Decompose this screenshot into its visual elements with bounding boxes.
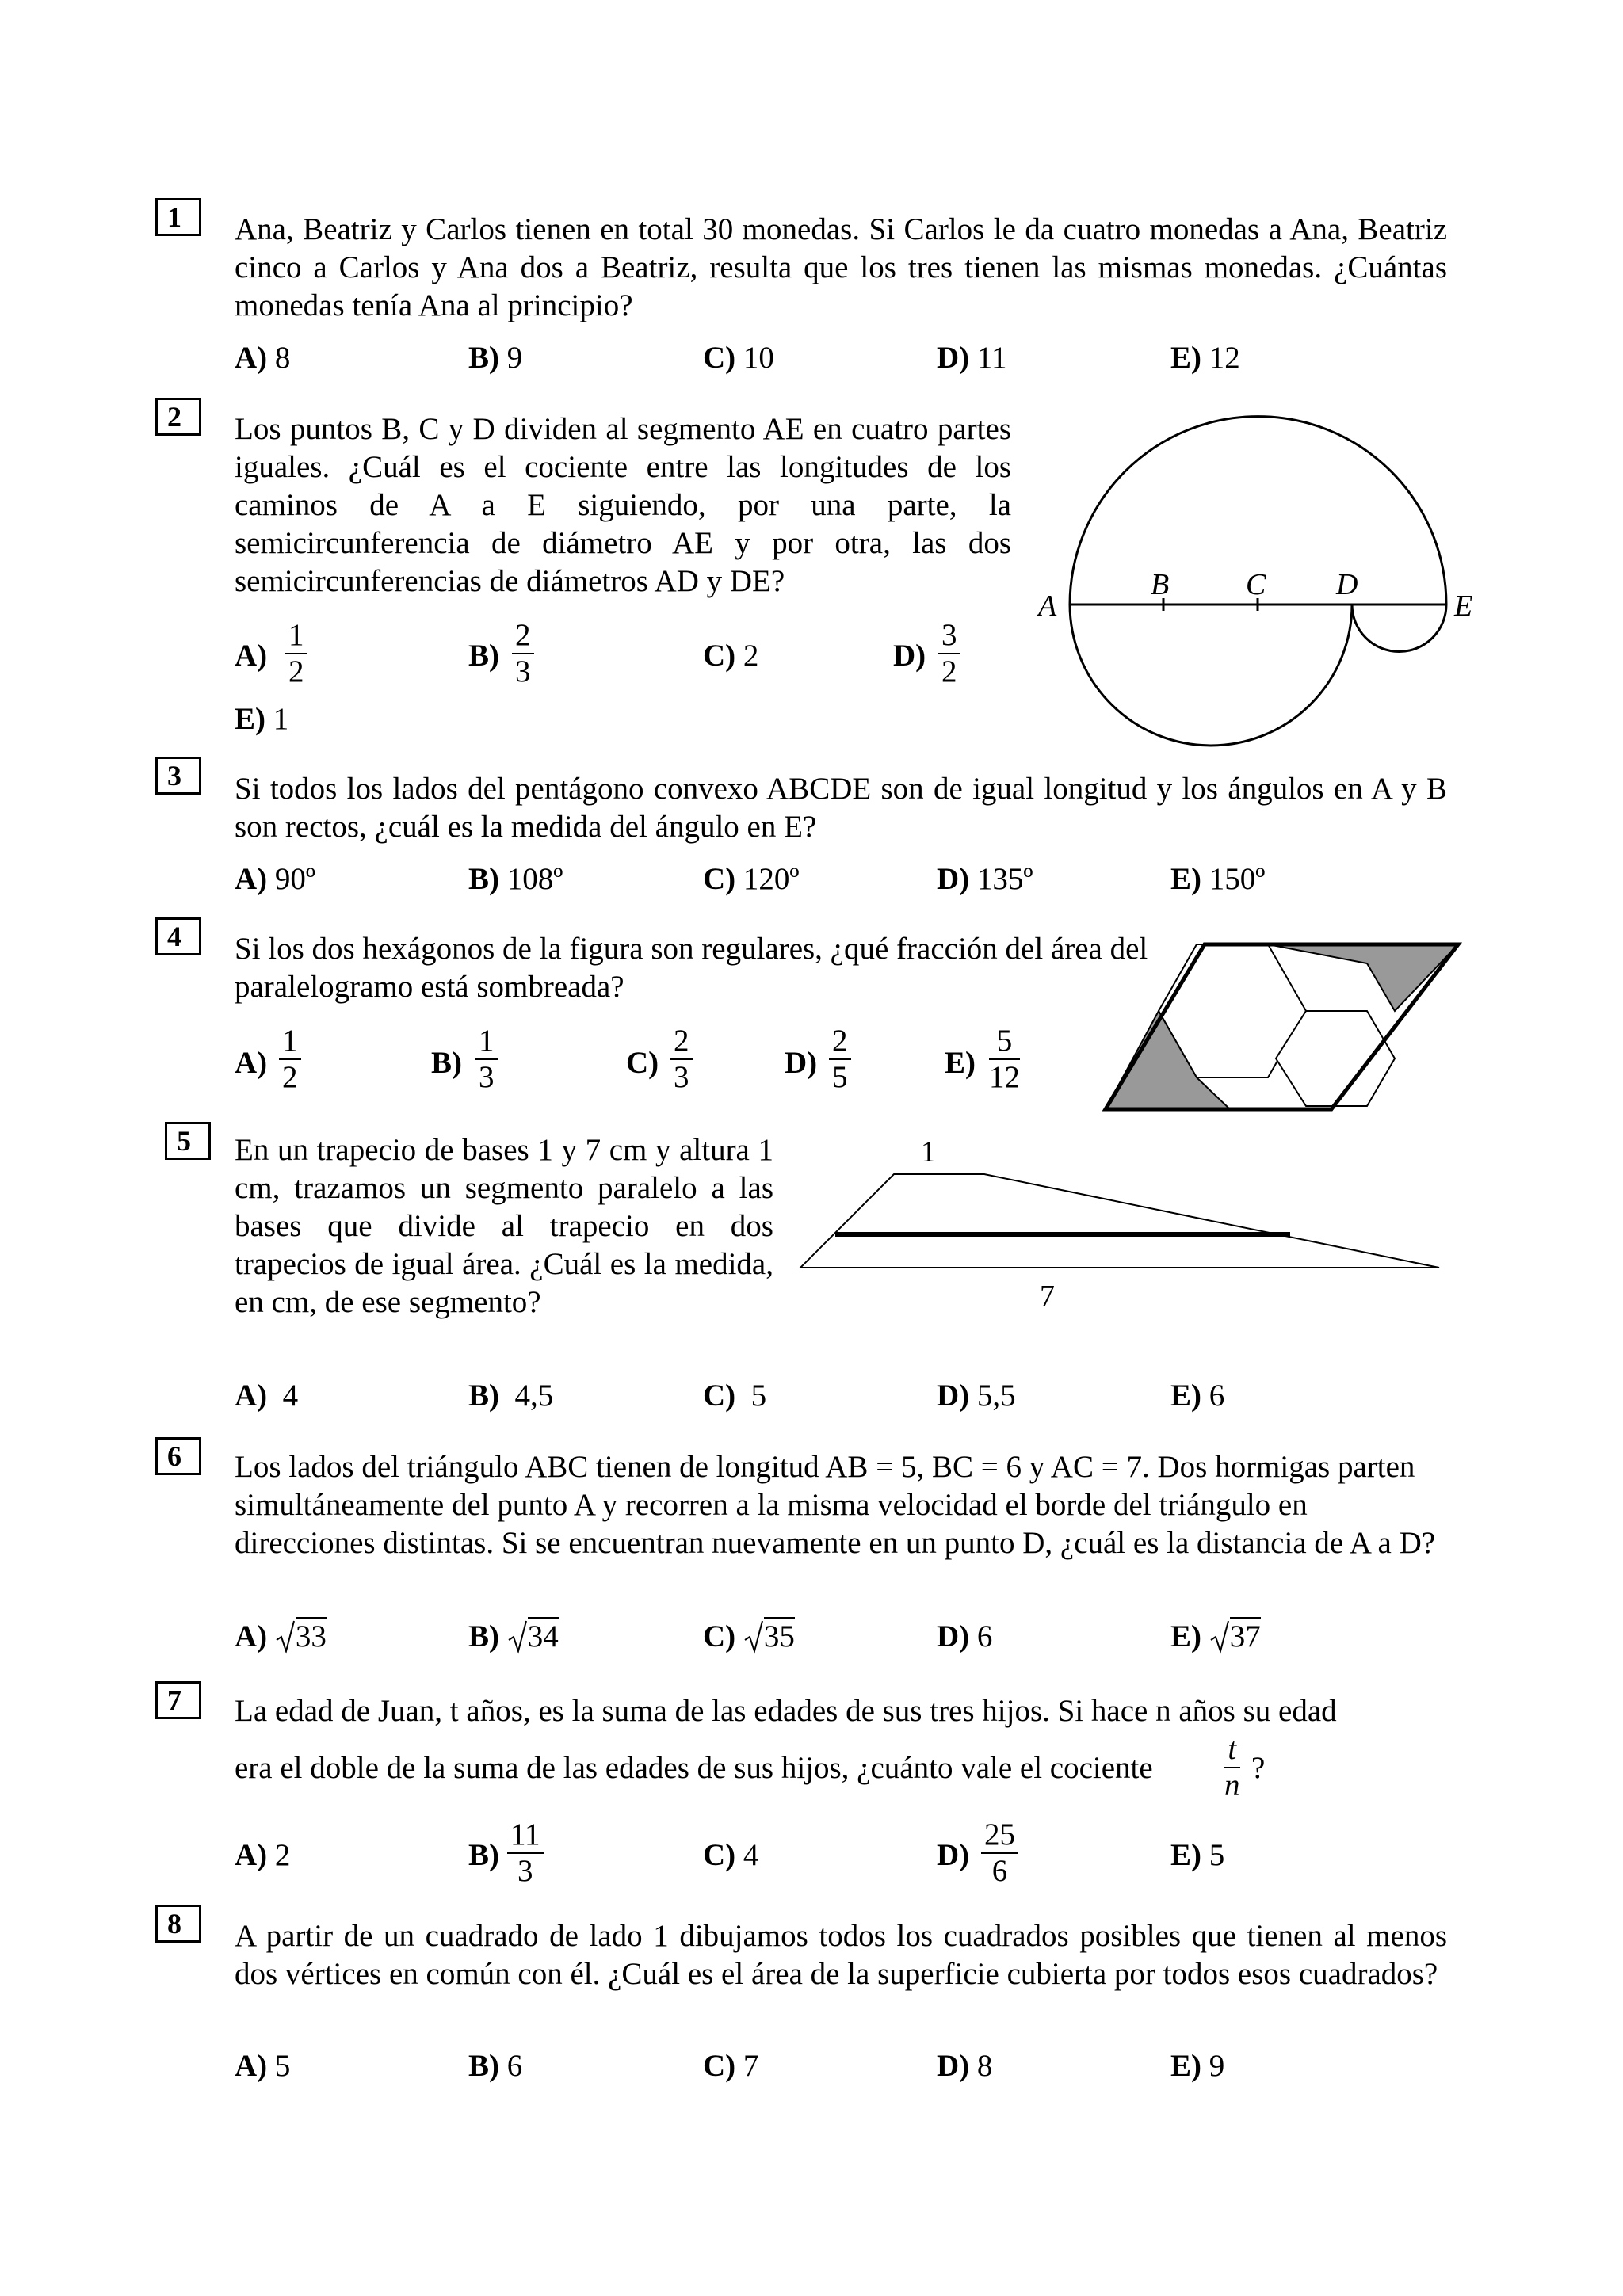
problem-text: Los puntos B, C y D dividen al segmento AE en cuatro partes iguales. ¿Cuál es el cociente entre las longitudes de los caminos de A a E siguiendo, por una parte, la semicircunferencia de diámetro AE y por otra, las dos semicircunferencias de diámetros AD y DE?	[235, 412, 1011, 598]
option-e: E) 5	[1170, 1838, 1225, 1872]
problem-number: 1	[155, 198, 201, 236]
label-bottom-base: 7	[1040, 1280, 1055, 1313]
semicircles-figure	[1022, 400, 1498, 757]
option-e-fraction: 5 12	[989, 1024, 1020, 1094]
option-b: B)	[468, 1838, 499, 1872]
option-d: D)	[937, 1838, 970, 1872]
option-b: B)	[468, 639, 499, 673]
trapezoid-figure	[792, 1133, 1458, 1315]
label-top-base: 1	[921, 1135, 936, 1169]
label-d: D	[1336, 568, 1358, 601]
option-e: E) 150º	[1170, 862, 1266, 896]
option-d: D) 8	[937, 2049, 993, 2083]
problem-text-line-1: La edad de Juan, t años, es la suma de las edades de sus tres hijos. Si hace n años su edad	[235, 1694, 1337, 1728]
option-d: D) 6	[937, 1619, 993, 1653]
option-b: B) 9	[468, 341, 523, 375]
option-b-fraction: 2 3	[512, 618, 534, 689]
option-e: E) 12	[1170, 341, 1240, 375]
problem-text: Ana, Beatriz y Carlos tienen en total 30 monedas. Si Carlos le da cuatro monedas a Ana, Beatriz cinco a Carlos y Ana dos a Beatriz, resulta que los tres tienen las mismas monedas. ¿Cuántas monedas tenía Ana al principio?	[235, 212, 1447, 322]
problem-text: Si los dos hexágonos de la figura son regulares, ¿qué fracción del área del paralelogramo está sombreada?	[235, 932, 1148, 1004]
option-a: A) 5	[235, 2049, 291, 2083]
label-c: C	[1246, 568, 1266, 601]
problem-text: En un trapecio de bases 1 y 7 cm y altura 1 cm, trazamos un segmento paralelo a las bases que divide al trapecio en dos trapecios de igual área. ¿Cuál es la medida, en cm, de ese segmento?	[235, 1133, 773, 1319]
option-a-fraction: 1 2	[279, 1024, 301, 1095]
option-a: A) 33	[235, 1618, 327, 1656]
option-d: D) 135º	[937, 862, 1033, 896]
option-d-fraction: 25 6	[981, 1817, 1018, 1889]
option-c: C)	[626, 1046, 659, 1080]
option-e: E) 9	[1170, 2049, 1225, 2083]
option-c: C) 10	[703, 341, 774, 375]
problem-number: 6	[155, 1437, 201, 1475]
option-d: D) 5,5	[937, 1379, 1016, 1413]
option-c-fraction: 2 3	[670, 1024, 693, 1095]
option-c: C) 35	[703, 1618, 795, 1656]
question-mark: ?	[1251, 1751, 1266, 1785]
option-b: B)	[431, 1046, 462, 1080]
problem-number: 2	[155, 398, 201, 436]
option-b-fraction: 1 3	[475, 1024, 498, 1095]
option-a: A) 90º	[235, 862, 315, 896]
problem-number: 7	[155, 1681, 201, 1719]
parallelogram-figure	[1094, 935, 1474, 1125]
option-d: D)	[785, 1046, 818, 1080]
problem-number: 4	[155, 917, 201, 955]
cociente-fraction: t n	[1224, 1732, 1240, 1802]
option-b: B) 108º	[468, 862, 563, 896]
option-b: B) 4,5	[468, 1379, 554, 1413]
problem-text: Si todos los lados del pentágono convexo ABCDE son de igual longitud y los ángulos en A y B son rectos, ¿cuál es la medida del ángulo en E?	[235, 772, 1447, 844]
option-a: A)	[235, 1046, 268, 1080]
option-c: C) 2	[703, 639, 759, 673]
label-a: A	[1038, 589, 1057, 623]
option-a: A) 4	[235, 1379, 299, 1413]
option-e: E) 37	[1170, 1618, 1261, 1656]
option-d-fraction: 2 5	[829, 1024, 851, 1095]
option-c: C) 4	[703, 1838, 759, 1872]
option-e: E) 1	[235, 702, 289, 736]
option-d: D) 11	[937, 341, 1007, 375]
option-e: E) 6	[1170, 1379, 1225, 1413]
option-d-fraction: 3 2	[938, 618, 960, 689]
option-c: C) 7	[703, 2049, 759, 2083]
option-a-fraction: 1 2	[285, 618, 307, 689]
problem-number: 5	[165, 1122, 211, 1160]
problem-text: Los lados del triángulo ABC tienen de longitud AB = 5, BC = 6 y AC = 7. Dos hormigas parten simultáneamente del punto A y recorren a la misma velocidad el borde del triángulo en direcciones distintas. Si se encuentran nuevamente en un punto D, ¿cuál es la distancia de A a D?	[235, 1450, 1436, 1560]
label-b: B	[1151, 568, 1170, 601]
option-e: E)	[945, 1046, 976, 1080]
problem-number: 3	[155, 757, 201, 795]
option-b-fraction: 11 3	[507, 1817, 544, 1889]
option-b: B) 34	[468, 1618, 559, 1656]
option-a: A) 8	[235, 341, 291, 375]
option-c: C) 120º	[703, 862, 800, 896]
option-a: A) 2	[235, 1838, 291, 1872]
label-e: E	[1454, 589, 1473, 623]
option-c: C) 5	[703, 1379, 767, 1413]
option-a: A)	[235, 639, 268, 673]
problem-number: 8	[155, 1905, 201, 1943]
problem-text: A partir de un cuadrado de lado 1 dibujamos todos los cuadrados posibles que tienen al menos dos vértices en común con él. ¿Cuál es el área de la superficie cubierta por todos esos cuadrados?	[235, 1919, 1447, 1991]
option-b: B) 6	[468, 2049, 523, 2083]
problem-text-line-2: era el doble de la suma de las edades de sus hijos, ¿cuánto vale el cociente	[235, 1751, 1153, 1785]
option-d: D)	[893, 639, 926, 673]
